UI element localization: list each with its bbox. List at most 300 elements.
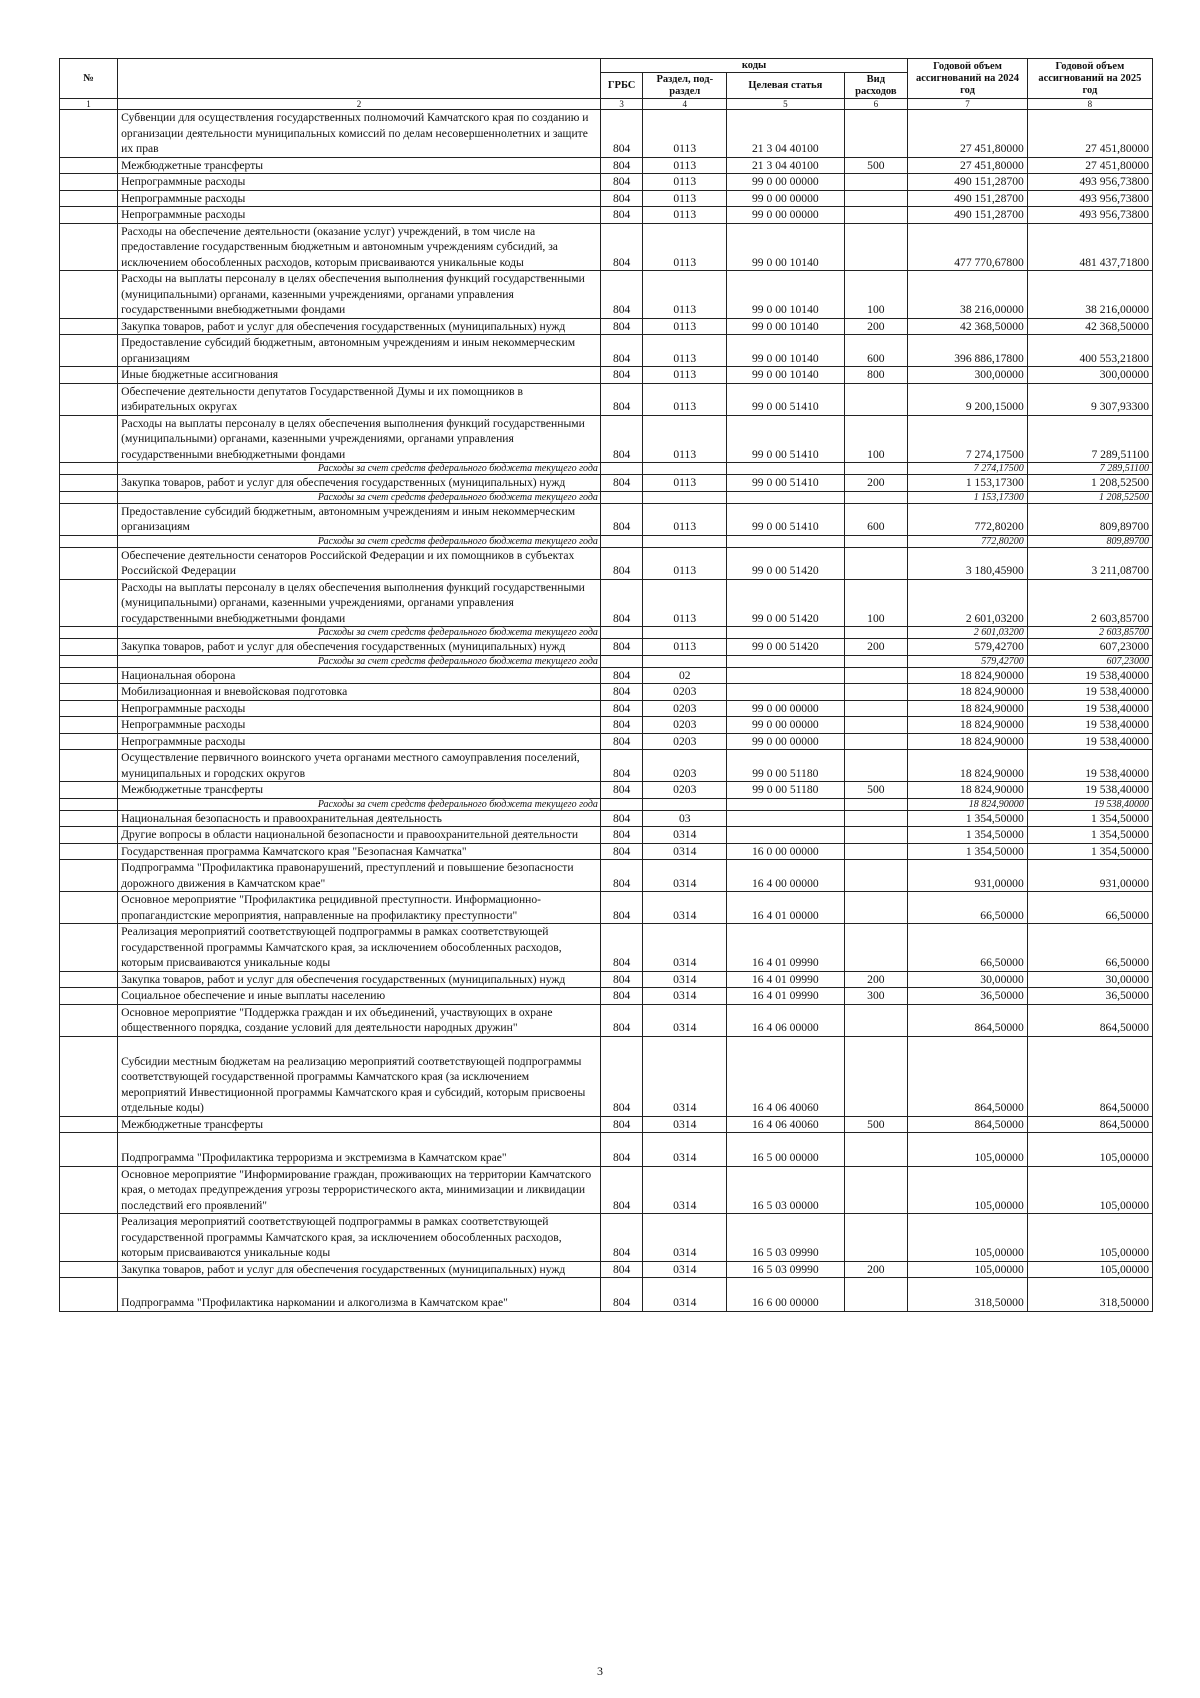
cell-name: Иные бюджетные ассигнования — [118, 367, 601, 384]
cell-no — [60, 639, 118, 656]
cell-y2024: 396 886,17800 — [908, 335, 1028, 367]
cell-name: Подпрограмма "Профилактика терроризма и экстремизма в Камчатском крае" — [118, 1133, 601, 1167]
cell-no — [60, 475, 118, 492]
cell-y2025: 19 538,40000 — [1027, 700, 1152, 717]
cell-y2025: 105,00000 — [1027, 1166, 1152, 1214]
cell-razdel: 0314 — [643, 1278, 727, 1312]
cell-celevaya: 99 0 00 51420 — [727, 547, 844, 579]
cell-y2024: 18 824,90000 — [908, 700, 1028, 717]
cell-razdel: 0314 — [643, 1116, 727, 1133]
cell-y2024: 300,00000 — [908, 367, 1028, 384]
cell-y2025: 66,50000 — [1027, 924, 1152, 972]
cell-y2025: 931,00000 — [1027, 860, 1152, 892]
cell-razdel: 0314 — [643, 924, 727, 972]
cell-no — [60, 1133, 118, 1167]
cell-grbs: 804 — [600, 579, 642, 627]
cell-razdel: 0314 — [643, 1166, 727, 1214]
table-row — [60, 1004, 1153, 1036]
cell-y2025: 105,00000 — [1027, 1214, 1152, 1262]
cell-vid — [844, 750, 908, 782]
cell-y2025: 7 289,51100 — [1027, 415, 1152, 463]
cell-celevaya: 16 4 06 40060 — [727, 1036, 844, 1116]
cell-grbs: 804 — [600, 1116, 642, 1133]
table-row — [60, 223, 1153, 271]
table-row — [60, 547, 1153, 579]
cell-razdel — [643, 655, 727, 667]
cell-razdel: 0113 — [643, 190, 727, 207]
cell-grbs: 804 — [600, 475, 642, 492]
cell-name: Социальное обеспечение и иные выплаты населению — [118, 988, 601, 1005]
table-row — [60, 1214, 1153, 1262]
cell-celevaya: 99 0 00 00000 — [727, 190, 844, 207]
cell-grbs: 804 — [600, 667, 642, 684]
cell-y2024: 477 770,67800 — [908, 223, 1028, 271]
cell-grbs: 804 — [600, 810, 642, 827]
cell-y2024: 864,50000 — [908, 1004, 1028, 1036]
cell-razdel — [643, 798, 727, 810]
cell-grbs: 804 — [600, 988, 642, 1005]
cell-no — [60, 971, 118, 988]
cell-celevaya: 99 0 00 51410 — [727, 475, 844, 492]
cell-celevaya: 99 0 00 10140 — [727, 223, 844, 271]
cell-vid — [844, 491, 908, 503]
cell-grbs: 804 — [600, 1166, 642, 1214]
cell-grbs: 804 — [600, 1133, 642, 1167]
cell-celevaya: 99 0 00 51410 — [727, 503, 844, 535]
header-year-2025: Годовой объем ассигнований на 2025 год — [1027, 59, 1152, 99]
cell-celevaya — [727, 463, 844, 475]
cell-y2024: 66,50000 — [908, 924, 1028, 972]
cell-razdel: 0113 — [643, 383, 727, 415]
table-row — [60, 1133, 1153, 1167]
cell-celevaya: 99 0 00 51410 — [727, 415, 844, 463]
cell-y2024: 579,42700 — [908, 655, 1028, 667]
cell-name: Государственная программа Камчатского края "Безопасная Камчатка" — [118, 843, 601, 860]
cell-y2025: 42 368,50000 — [1027, 318, 1152, 335]
cell-vid — [844, 1166, 908, 1214]
cell-y2024: 105,00000 — [908, 1133, 1028, 1167]
cell-grbs: 804 — [600, 684, 642, 701]
table-row — [60, 988, 1153, 1005]
cell-y2025: 19 538,40000 — [1027, 684, 1152, 701]
cell-name: Межбюджетные трансферты — [118, 782, 601, 799]
cell-grbs — [600, 627, 642, 639]
cell-no — [60, 335, 118, 367]
cell-celevaya: 16 4 06 40060 — [727, 1116, 844, 1133]
cell-razdel: 0203 — [643, 717, 727, 734]
cell-vid: 100 — [844, 579, 908, 627]
cell-grbs — [600, 798, 642, 810]
cell-no — [60, 463, 118, 475]
cell-celevaya: 99 0 00 51410 — [727, 383, 844, 415]
cell-no — [60, 750, 118, 782]
cell-grbs: 804 — [600, 223, 642, 271]
cell-razdel — [643, 463, 727, 475]
header-year-2024: Годовой объем ассигнований на 2024 год — [908, 59, 1028, 99]
cell-name: Непрограммные расходы — [118, 174, 601, 191]
cell-vid — [844, 110, 908, 158]
cell-name: Расходы на выплаты персоналу в целях обеспечения выполнения функций государственными (муниципальными) органами, казенными учреждениями, органами управления государственными внебюджетными фондами — [118, 579, 601, 627]
cell-y2025: 7 289,51100 — [1027, 463, 1152, 475]
cell-y2025: 809,89700 — [1027, 503, 1152, 535]
cell-vid — [844, 535, 908, 547]
cell-y2024: 9 200,15000 — [908, 383, 1028, 415]
cell-grbs: 804 — [600, 639, 642, 656]
cell-name: Обеспечение деятельности сенаторов Российской Федерации и их помощников в субъектах Российской Федерации — [118, 547, 601, 579]
table-note-row — [60, 491, 1153, 503]
cell-no — [60, 1278, 118, 1312]
cell-razdel — [643, 535, 727, 547]
cell-vid — [844, 843, 908, 860]
cell-grbs: 804 — [600, 892, 642, 924]
cell-vid — [844, 667, 908, 684]
cell-razdel: 0203 — [643, 700, 727, 717]
cell-grbs: 804 — [600, 1004, 642, 1036]
table-row — [60, 1278, 1153, 1312]
cell-grbs — [600, 655, 642, 667]
cell-vid — [844, 717, 908, 734]
cell-no — [60, 415, 118, 463]
cell-y2024: 2 601,03200 — [908, 579, 1028, 627]
column-number: 2 — [118, 99, 601, 110]
cell-razdel: 0203 — [643, 733, 727, 750]
cell-vid — [844, 700, 908, 717]
cell-name: Расходы на обеспечение деятельности (оказание услуг) учреждений, в том числе на предоставление государственным бюджетным и автономным учреждениям субсидий, за исключением обособленных расходов, которым присваиваются уникальные коды — [118, 223, 601, 271]
cell-celevaya: 99 0 00 51420 — [727, 579, 844, 627]
cell-name: Реализация мероприятий соответствующей подпрограммы в рамках соответствующей государственной программы Камчатского края, за исключением обособленных расходов, которым присваиваются уникальные коды — [118, 924, 601, 972]
cell-razdel: 0314 — [643, 892, 727, 924]
cell-grbs: 804 — [600, 827, 642, 844]
cell-y2024: 18 824,90000 — [908, 750, 1028, 782]
cell-grbs: 804 — [600, 1214, 642, 1262]
cell-grbs: 804 — [600, 700, 642, 717]
cell-razdel: 0113 — [643, 579, 727, 627]
table-row — [60, 827, 1153, 844]
column-number: 8 — [1027, 99, 1152, 110]
cell-name: Закупка товаров, работ и услуг для обеспечения государственных (муниципальных) нужд — [118, 475, 601, 492]
cell-y2025: 400 553,21800 — [1027, 335, 1152, 367]
cell-no — [60, 535, 118, 547]
cell-grbs: 804 — [600, 750, 642, 782]
column-number-row — [60, 99, 1153, 110]
cell-vid — [844, 1278, 908, 1312]
cell-y2025: 318,50000 — [1027, 1278, 1152, 1312]
cell-name: Субсидии местным бюджетам на реализацию мероприятий соответствующей подпрограммы соответствующей государственной программы Камчатского края (за исключением мероприятий Инвестиционной программы Камчатского края и субсидий, которым присвоены отдельные коды) — [118, 1036, 601, 1116]
cell-vid: 100 — [844, 271, 908, 319]
cell-name: Национальная оборона — [118, 667, 601, 684]
cell-y2025: 30,00000 — [1027, 971, 1152, 988]
table-row — [60, 383, 1153, 415]
cell-no — [60, 383, 118, 415]
cell-y2024: 864,50000 — [908, 1116, 1028, 1133]
cell-no — [60, 627, 118, 639]
table-row — [60, 207, 1153, 224]
page-number: 3 — [597, 1664, 603, 1678]
cell-celevaya — [727, 827, 844, 844]
cell-grbs: 804 — [600, 1036, 642, 1116]
cell-grbs: 804 — [600, 415, 642, 463]
cell-y2025: 27 451,80000 — [1027, 157, 1152, 174]
cell-vid — [844, 860, 908, 892]
cell-y2024: 36,50000 — [908, 988, 1028, 1005]
cell-name: Основное мероприятие "Поддержка граждан и их объединений, участвующих в охране общественного порядка, создание условий для деятельности народных дружин" — [118, 1004, 601, 1036]
table-row — [60, 1036, 1153, 1116]
cell-celevaya: 21 3 04 40100 — [727, 157, 844, 174]
cell-vid: 600 — [844, 335, 908, 367]
table-note-row — [60, 627, 1153, 639]
table-note-row — [60, 655, 1153, 667]
cell-vid — [844, 190, 908, 207]
cell-grbs: 804 — [600, 717, 642, 734]
cell-y2024: 7 274,17500 — [908, 415, 1028, 463]
cell-grbs: 804 — [600, 1261, 642, 1278]
cell-grbs: 804 — [600, 174, 642, 191]
cell-grbs: 804 — [600, 924, 642, 972]
header-vid: Вид расходов — [844, 73, 908, 99]
cell-razdel: 0113 — [643, 639, 727, 656]
cell-y2024: 490 151,28700 — [908, 174, 1028, 191]
cell-y2024: 579,42700 — [908, 639, 1028, 656]
table-row — [60, 1116, 1153, 1133]
table-row — [60, 157, 1153, 174]
cell-vid — [844, 1036, 908, 1116]
cell-razdel: 0314 — [643, 1214, 727, 1262]
cell-y2025: 1 354,50000 — [1027, 843, 1152, 860]
cell-razdel: 0314 — [643, 988, 727, 1005]
table-row — [60, 843, 1153, 860]
cell-grbs: 804 — [600, 383, 642, 415]
cell-name: Непрограммные расходы — [118, 733, 601, 750]
cell-razdel: 02 — [643, 667, 727, 684]
cell-name: Расходы за счет средств федерального бюджета текущего года — [118, 798, 601, 810]
cell-y2025: 19 538,40000 — [1027, 733, 1152, 750]
table-row — [60, 782, 1153, 799]
cell-vid — [844, 627, 908, 639]
table-note-row — [60, 798, 1153, 810]
cell-razdel: 0314 — [643, 1036, 727, 1116]
table-row — [60, 717, 1153, 734]
cell-y2024: 7 274,17500 — [908, 463, 1028, 475]
cell-name: Субвенции для осуществления государственных полномочий Камчатского края по созданию и организации деятельности муниципальных комиссий по делам несовершеннолетних и защите их прав — [118, 110, 601, 158]
cell-name: Предоставление субсидий бюджетным, автономным учреждениям и иным некоммерческим организациям — [118, 335, 601, 367]
cell-no — [60, 110, 118, 158]
column-number: 1 — [60, 99, 118, 110]
cell-y2024: 772,80200 — [908, 503, 1028, 535]
cell-y2025: 864,50000 — [1027, 1116, 1152, 1133]
table-row — [60, 733, 1153, 750]
cell-name: Другие вопросы в области национальной безопасности и правоохранительной деятельности — [118, 827, 601, 844]
cell-celevaya: 99 0 00 10140 — [727, 335, 844, 367]
cell-razdel: 0113 — [643, 475, 727, 492]
cell-celevaya: 99 0 00 51180 — [727, 782, 844, 799]
cell-name: Расходы за счет средств федерального бюджета текущего года — [118, 463, 601, 475]
cell-razdel: 03 — [643, 810, 727, 827]
cell-y2024: 318,50000 — [908, 1278, 1028, 1312]
cell-y2025: 36,50000 — [1027, 988, 1152, 1005]
cell-celevaya: 16 4 01 09990 — [727, 971, 844, 988]
cell-y2024: 105,00000 — [908, 1261, 1028, 1278]
cell-y2024: 3 180,45900 — [908, 547, 1028, 579]
cell-name: Расходы за счет средств федерального бюджета текущего года — [118, 655, 601, 667]
cell-y2024: 490 151,28700 — [908, 207, 1028, 224]
table-row — [60, 318, 1153, 335]
cell-vid: 500 — [844, 157, 908, 174]
cell-grbs — [600, 535, 642, 547]
cell-y2025: 19 538,40000 — [1027, 717, 1152, 734]
cell-no — [60, 1261, 118, 1278]
cell-razdel: 0203 — [643, 782, 727, 799]
table-row — [60, 367, 1153, 384]
cell-name: Закупка товаров, работ и услуг для обеспечения государственных (муниципальных) нужд — [118, 639, 601, 656]
cell-celevaya: 16 4 06 00000 — [727, 1004, 844, 1036]
cell-no — [60, 1166, 118, 1214]
cell-razdel: 0314 — [643, 1133, 727, 1167]
cell-vid: 300 — [844, 988, 908, 1005]
table-row — [60, 335, 1153, 367]
cell-celevaya — [727, 491, 844, 503]
cell-razdel: 0113 — [643, 335, 727, 367]
cell-vid: 200 — [844, 318, 908, 335]
cell-name: Расходы на выплаты персоналу в целях обеспечения выполнения функций государственными (муниципальными) органами, казенными учреждениями, органами управления государственными внебюджетными фондами — [118, 415, 601, 463]
cell-vid — [844, 547, 908, 579]
table-row — [60, 639, 1153, 656]
cell-vid — [844, 733, 908, 750]
cell-y2024: 30,00000 — [908, 971, 1028, 988]
cell-no — [60, 924, 118, 972]
cell-y2025: 493 956,73800 — [1027, 207, 1152, 224]
cell-razdel: 0314 — [643, 1004, 727, 1036]
cell-vid — [844, 798, 908, 810]
cell-celevaya — [727, 798, 844, 810]
cell-y2025: 481 437,71800 — [1027, 223, 1152, 271]
cell-razdel: 0113 — [643, 547, 727, 579]
cell-razdel: 0113 — [643, 503, 727, 535]
table-row — [60, 503, 1153, 535]
cell-no — [60, 667, 118, 684]
cell-vid — [844, 924, 908, 972]
cell-celevaya: 99 0 00 10140 — [727, 271, 844, 319]
cell-razdel: 0113 — [643, 174, 727, 191]
cell-vid — [844, 223, 908, 271]
table-row — [60, 700, 1153, 717]
cell-no — [60, 843, 118, 860]
cell-name: Непрограммные расходы — [118, 717, 601, 734]
cell-name: Закупка товаров, работ и услуг для обеспечения государственных (муниципальных) нужд — [118, 1261, 601, 1278]
cell-y2024: 27 451,80000 — [908, 110, 1028, 158]
cell-y2024: 490 151,28700 — [908, 190, 1028, 207]
cell-y2024: 18 824,90000 — [908, 782, 1028, 799]
table-row — [60, 971, 1153, 988]
cell-grbs: 804 — [600, 782, 642, 799]
cell-y2025: 105,00000 — [1027, 1261, 1152, 1278]
header-name — [118, 59, 601, 99]
table-row — [60, 271, 1153, 319]
cell-vid — [844, 174, 908, 191]
cell-grbs: 804 — [600, 860, 642, 892]
cell-y2024: 2 601,03200 — [908, 627, 1028, 639]
cell-razdel: 0113 — [643, 110, 727, 158]
cell-y2025: 19 538,40000 — [1027, 667, 1152, 684]
cell-name: Подпрограмма "Профилактика правонарушений, преступлений и повышение безопасности дорожного движения в Камчатском крае" — [118, 860, 601, 892]
cell-y2024: 772,80200 — [908, 535, 1028, 547]
cell-vid — [844, 1133, 908, 1167]
cell-y2025: 9 307,93300 — [1027, 383, 1152, 415]
cell-name: Непрограммные расходы — [118, 190, 601, 207]
cell-razdel: 0113 — [643, 318, 727, 335]
table-row — [60, 1166, 1153, 1214]
cell-razdel: 0113 — [643, 415, 727, 463]
cell-grbs: 804 — [600, 367, 642, 384]
cell-vid — [844, 207, 908, 224]
cell-razdel: 0314 — [643, 971, 727, 988]
cell-y2025: 493 956,73800 — [1027, 190, 1152, 207]
cell-celevaya: 16 6 00 00000 — [727, 1278, 844, 1312]
table-row — [60, 892, 1153, 924]
cell-celevaya: 99 0 00 51180 — [727, 750, 844, 782]
cell-no — [60, 798, 118, 810]
cell-y2025: 1 208,52500 — [1027, 475, 1152, 492]
cell-no — [60, 782, 118, 799]
cell-y2024: 1 354,50000 — [908, 810, 1028, 827]
cell-y2024: 18 824,90000 — [908, 717, 1028, 734]
cell-celevaya: 99 0 00 51420 — [727, 639, 844, 656]
cell-name: Предоставление субсидий бюджетным, автономным учреждениям и иным некоммерческим организациям — [118, 503, 601, 535]
table-row — [60, 415, 1153, 463]
cell-razdel: 0314 — [643, 827, 727, 844]
column-number: 6 — [844, 99, 908, 110]
cell-vid: 500 — [844, 1116, 908, 1133]
cell-vid — [844, 383, 908, 415]
cell-vid: 800 — [844, 367, 908, 384]
cell-y2024: 931,00000 — [908, 860, 1028, 892]
cell-y2025: 27 451,80000 — [1027, 110, 1152, 158]
cell-y2025: 493 956,73800 — [1027, 174, 1152, 191]
cell-no — [60, 190, 118, 207]
cell-celevaya — [727, 655, 844, 667]
cell-celevaya: 99 0 00 00000 — [727, 207, 844, 224]
cell-razdel — [643, 491, 727, 503]
cell-y2025: 66,50000 — [1027, 892, 1152, 924]
cell-y2024: 105,00000 — [908, 1166, 1028, 1214]
cell-razdel: 0314 — [643, 1261, 727, 1278]
cell-razdel: 0113 — [643, 157, 727, 174]
cell-no — [60, 810, 118, 827]
cell-y2025: 3 211,08700 — [1027, 547, 1152, 579]
table-row — [60, 860, 1153, 892]
cell-grbs: 804 — [600, 843, 642, 860]
cell-grbs: 804 — [600, 547, 642, 579]
cell-vid: 200 — [844, 971, 908, 988]
cell-name: Непрограммные расходы — [118, 207, 601, 224]
cell-no — [60, 717, 118, 734]
cell-razdel: 0113 — [643, 271, 727, 319]
cell-y2024: 1 153,17300 — [908, 491, 1028, 503]
cell-y2025: 19 538,40000 — [1027, 798, 1152, 810]
cell-vid: 200 — [844, 1261, 908, 1278]
cell-no — [60, 860, 118, 892]
cell-name: Расходы за счет средств федерального бюджета текущего года — [118, 627, 601, 639]
cell-celevaya — [727, 684, 844, 701]
table-body — [60, 110, 1153, 1312]
cell-no — [60, 367, 118, 384]
table-row — [60, 750, 1153, 782]
cell-name: Обеспечение деятельности депутатов Государственной Думы и их помощников в избирательных округах — [118, 383, 601, 415]
column-number: 4 — [643, 99, 727, 110]
cell-no — [60, 733, 118, 750]
cell-name: Межбюджетные трансферты — [118, 1116, 601, 1133]
cell-y2024: 18 824,90000 — [908, 798, 1028, 810]
cell-grbs: 804 — [600, 271, 642, 319]
